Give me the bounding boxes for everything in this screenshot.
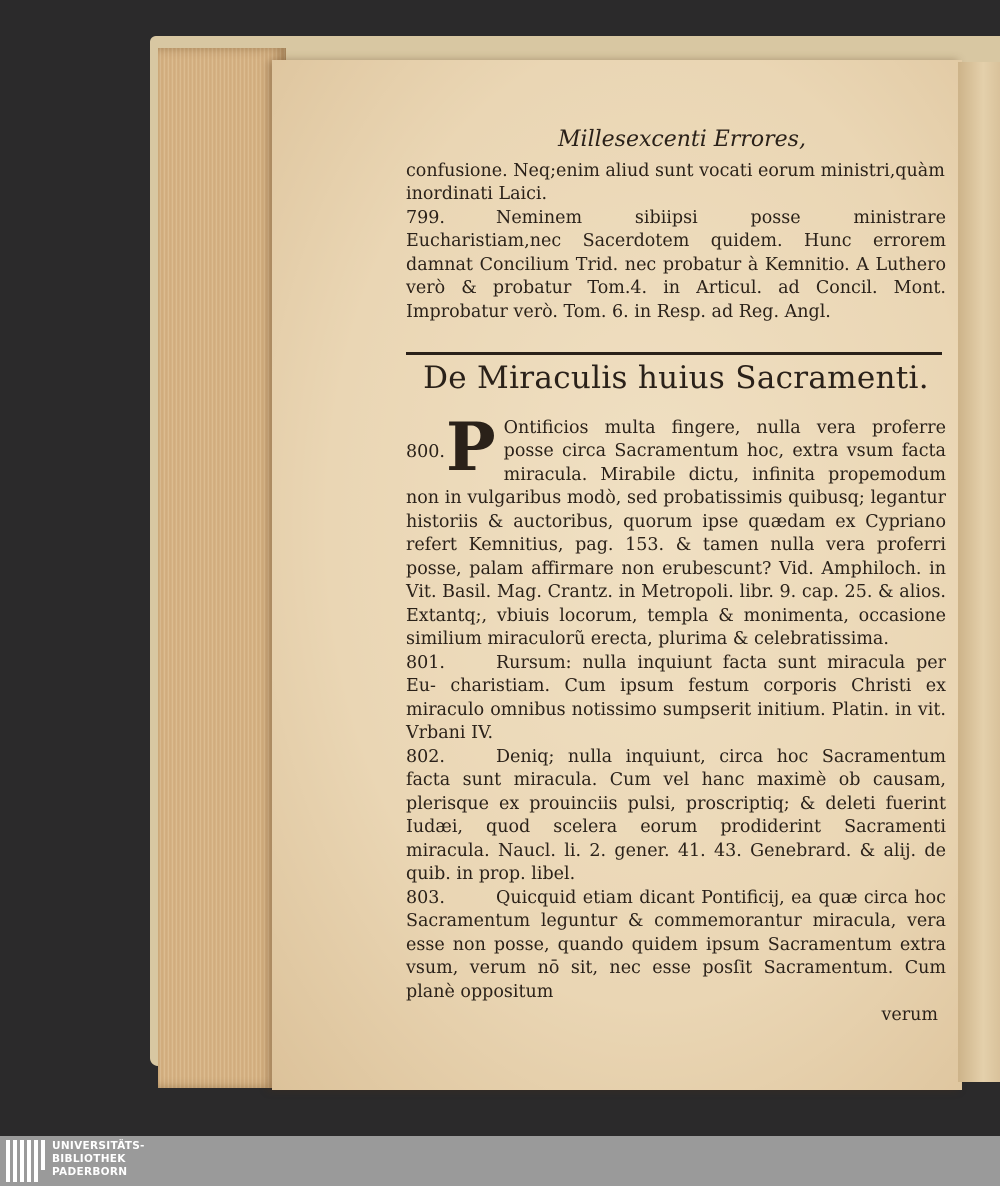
page-edges	[158, 48, 286, 1088]
paragraph-text: sunt miracula. Cum vel hanc maximè ob causam, plerisque ex prouinciis pulsi, proscriptiq; & deleti fuerint Iudæi, quod scelera eorum prodiderint Sacramenti miracula. Naucl. li. 2. gener. 41. 43. Genebrard. & alij. de quib. in prop. libel.	[406, 770, 946, 884]
paragraph-number: 801.	[406, 652, 445, 673]
library-name	[52, 1140, 145, 1179]
paragraph-801	[406, 652, 946, 746]
paragraph-number: 800.	[406, 441, 445, 462]
paragraph-text: Ontificios multa fingere, nulla vera proferre posse circa Sacramentum hoc, extra vsum facta miracula. Mirabile dictu, infinita propemodum non in vulgaribus modò, sed probatissimis quibusq; legantur historiis & auctoribus, quorum ipse quædam ex Cypriano refert Kemnitius, pag. 153. & tamen nulla vera proferri posse, palam affirmare non erubescunt? Vid. Amphiloch. in Vit. Basil. Mag. Crantz. in Metropoli. libr. 9. cap. 25. & alios. Extantq;, vbiuis locorum, templa & monimenta, occasione similium miraculorũ erecta, plurima & celebratissima.	[406, 417, 946, 649]
section-divider	[406, 352, 942, 355]
section-title: De Miraculis huius Sacramenti.	[423, 360, 929, 396]
catchword: verum	[881, 1005, 938, 1025]
text-line: inordinati Laici.	[406, 184, 548, 204]
running-head: Millesexcenti Errores,	[558, 127, 806, 152]
paragraph-text: Sacerdotem quidem. Hunc errorem damnat Concilium Trid. nec probatur à Kemnitio. A Luthero verò & probatur Tom.4. in Articul. ad Concil. Mont. Improbatur verò. Tom. 6. in Resp. ad Reg. Angl.	[406, 231, 946, 322]
library-footer	[0, 1136, 1000, 1186]
facing-page-edge	[958, 62, 1000, 1082]
paragraph-first-line: Deniq; nulla inquiunt, circa hoc Sacramentum facta	[406, 746, 946, 790]
paragraph-803	[406, 887, 946, 1005]
text-line: confusione. Neq;enim aliud sunt vocati eorum ministri,quàm	[406, 160, 945, 181]
paragraph-number: 799.	[406, 207, 445, 228]
paragraph-text: charistiam. Cum ipsum festum corporis Christi ex miraculo omnibus notissimo sumpserit initium. Platin. in vit. Vrbani IV.	[406, 676, 946, 743]
paragraph-first-line: Quicquid etiam dicant Pontificij, ea quæ circa hoc	[496, 887, 946, 908]
paragraph-799	[406, 207, 946, 325]
library-name-line: PADERBORN	[52, 1166, 128, 1178]
library-name-line: UNIVERSITÄTS-	[52, 1140, 145, 1152]
drop-cap: P	[446, 407, 496, 486]
paragraph-text: Sacramentum leguntur & commemorantur miracula, vera esse non posse, quando quidem ipsum Sacramentum extra vsum, verum nō sit, nec esse posſit Sacramentum. Cum planè oppositum	[406, 911, 946, 1002]
paragraph-first-line: Rursum: nulla inquiunt facta sunt miracula per Eu-	[406, 652, 946, 696]
paragraph-800	[406, 407, 946, 652]
library-logo-icon	[6, 1140, 46, 1182]
page-text	[406, 128, 946, 1028]
paragraph-number: 803.	[406, 887, 445, 908]
paragraph-number: 802.	[406, 746, 445, 767]
library-name-line: BIBLIOTHEK	[52, 1153, 126, 1165]
paragraph-802	[406, 746, 946, 887]
paragraph-first-line: Neminem sibiipsi posse ministrare Eucharistiam,nec	[406, 207, 946, 251]
